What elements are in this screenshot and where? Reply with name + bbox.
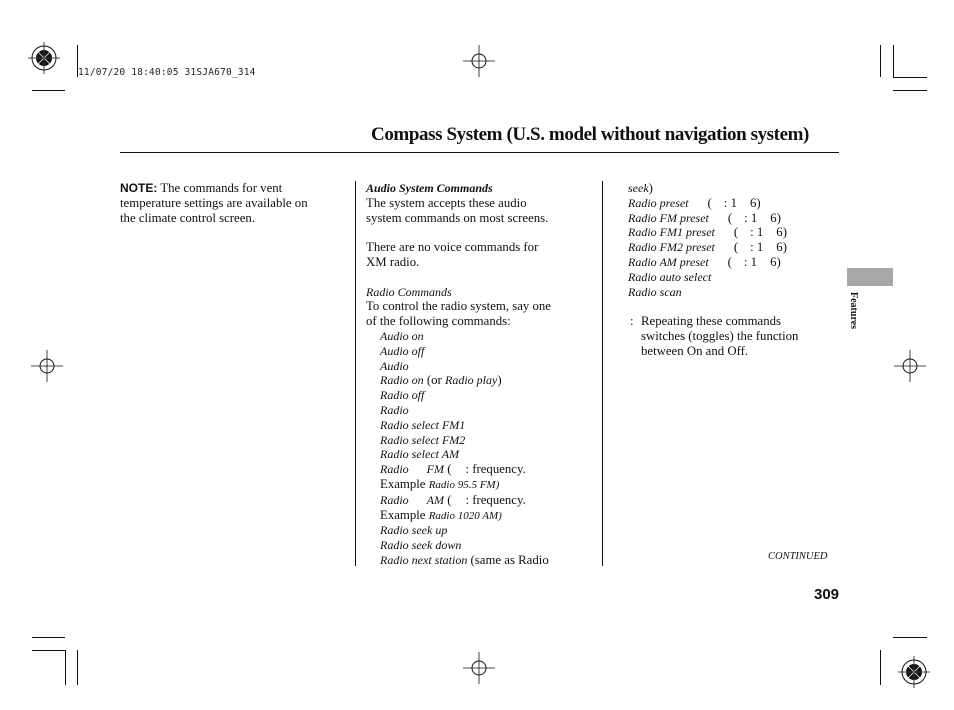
body-text: To control the radio system, say one [366, 299, 551, 314]
section-tab [847, 268, 893, 286]
command-item: Radio next station (same as Radio [380, 552, 549, 567]
registration-target-icon [898, 656, 930, 688]
page-number: 309 [814, 586, 840, 603]
title-rule [120, 152, 839, 153]
example-line: Example Radio 1020 AM) [380, 507, 502, 522]
crosshair-icon [894, 350, 926, 382]
toggle-note: : Repeating these commands switches (toggles) the function between On and Off. [630, 314, 799, 358]
body-text: system commands on most screens. [366, 210, 549, 225]
command-item: Radio select FM2 [380, 432, 466, 447]
preset-command: Radio preset ( : 1 6) [628, 195, 761, 210]
body-text: XM radio. [366, 254, 420, 269]
command-item: seek) [628, 181, 653, 195]
crosshair-icon [463, 652, 495, 684]
command-item: Radio seek up [380, 523, 448, 538]
command-item: Audio off [380, 343, 425, 358]
middle-column [366, 181, 598, 568]
note-label: NOTE: [120, 181, 158, 195]
command-item: Radio select AM [380, 447, 460, 462]
subsection-heading: Radio Commands [366, 284, 452, 299]
note-line: NOTE: The commands for vent [120, 181, 283, 195]
body-text: The system accepts these audio [366, 195, 527, 210]
print-timestamp: 11/07/20 18:40:05 31SJA670_314 [78, 67, 256, 78]
preset-command: Radio FM preset ( : 1 6) [628, 210, 781, 225]
right-column [628, 181, 838, 359]
crosshair-icon [463, 45, 495, 77]
left-column [120, 181, 348, 225]
section-label: Features [848, 292, 859, 330]
registration-target-icon [28, 42, 60, 74]
column-divider [355, 181, 356, 566]
command-item: Audio on [380, 328, 424, 343]
continued-label: CONTINUED [768, 551, 828, 562]
preset-command: Radio FM1 preset ( : 1 6) [628, 225, 787, 240]
command-item: Radio scan [628, 284, 682, 299]
body-text: of the following commands: [366, 314, 511, 329]
command-item: Radio auto select [628, 269, 712, 284]
note-line: temperature settings are available on [120, 195, 308, 210]
command-item: Radio FM ( : frequency. [380, 462, 526, 477]
command-item: Radio select FM1 [380, 417, 466, 432]
command-item: Audio [380, 358, 409, 373]
command-item: Radio seek down [380, 538, 462, 553]
preset-command: Radio FM2 preset ( : 1 6) [628, 240, 787, 255]
command-item: Radio [380, 402, 409, 417]
preset-command: Radio AM preset ( : 1 6) [628, 254, 781, 269]
section-heading: Audio System Commands [366, 181, 493, 195]
command-item: Radio AM ( : frequency. [380, 492, 526, 507]
crosshair-icon [31, 350, 63, 382]
body-text: There are no voice commands for [366, 240, 539, 255]
page-title: Compass System (U.S. model without navigation system) [371, 124, 809, 145]
note-line: the climate control screen. [120, 210, 256, 225]
example-line: Example Radio 95.5 FM) [380, 476, 500, 491]
command-item: Radio on (or Radio play) [380, 373, 502, 388]
column-divider [602, 181, 603, 566]
command-list [366, 329, 598, 568]
command-item: Radio off [380, 388, 425, 403]
